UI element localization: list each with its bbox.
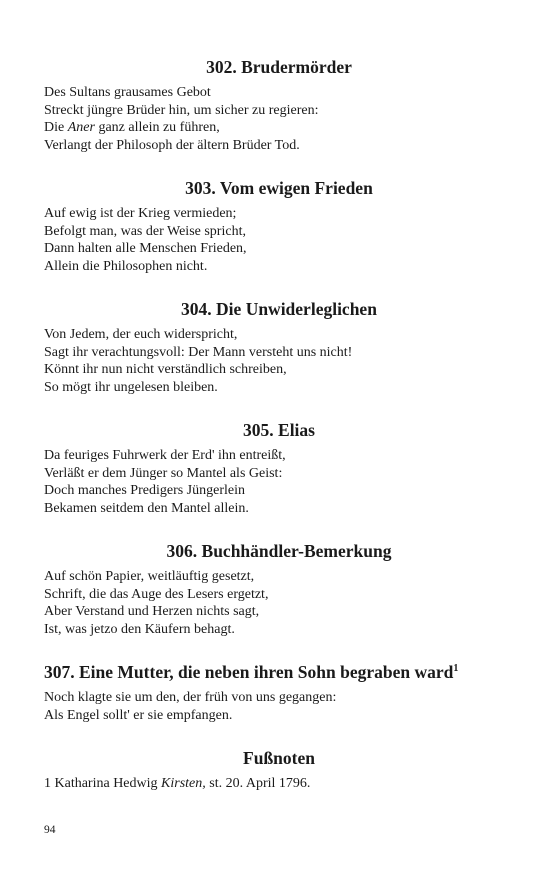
line-text: Die [44,120,68,135]
poem-line: Verläßt er dem Jünger so Mantel als Geist: [44,465,283,481]
poem-line: Sagt ihr verachtungsvoll: Der Mann versteht uns nicht! [44,344,353,360]
poem-lines [44,689,514,724]
poem-304 [44,298,514,396]
poem-line: Noch klagte sie um den, der früh von uns gegangen: [44,690,337,705]
poem-lines [44,205,514,275]
poem-line: Schrift, die das Auge des Lesers ergetzt, [44,586,269,602]
poem-line: Des Sultans grausames Gebot [44,85,211,100]
poem-line: Auf schön Papier, weitläuftig gesetzt, [44,569,255,584]
poem-lines [44,326,514,396]
footnotes-title: Fußnoten [243,748,315,768]
footnote-italic: Kirsten, [161,776,206,791]
page-content [44,56,514,793]
poem-line: Allein die Philosophen nicht. [44,258,208,274]
poem-title: 305. Elias [243,420,315,440]
poem-302 [44,56,514,154]
poem-lines [44,568,514,638]
poem-line: Verlangt der Philosoph der ältern Brüder Tod. [44,137,300,153]
poem-line: Bekamen seitdem den Mantel allein. [44,500,249,516]
footnote-reference[interactable]: 1 [453,663,459,675]
poem-line: Aber Verstand und Herzen nichts sagt, [44,604,260,619]
poem-title [44,661,514,683]
footnote-text: st. 20. April 1796. [205,776,311,791]
poem-line: Als Engel sollt' er sie empfangen. [44,707,233,723]
poem-line-with-italic [44,119,514,137]
poem-line: Ist, was jetzo den Käufern behagt. [44,621,235,637]
footnote-item [44,775,514,793]
poem-305 [44,419,514,517]
poem-line: Befolgt man, was der Weise spricht, [44,223,246,239]
poem-303 [44,177,514,275]
page-number: 94 [44,824,56,836]
poem-title-text: 307. Eine Mutter, die neben ihren Sohn begraben ward [44,662,454,682]
line-text: ganz allein zu führen, [94,120,220,135]
poem-lines [44,447,514,517]
poem-line: Von Jedem, der euch widerspricht, [44,327,238,342]
footnotes-section [44,747,514,793]
poem-line: Da feuriges Fuhrwerk der Erd' ihn entreißt, [44,448,286,463]
poem-306 [44,540,514,638]
poem-line: Könnt ihr nun nicht verständlich schreiben, [44,362,287,377]
poem-line: Doch manches Predigers Jüngerlein [44,483,245,498]
poem-line: Auf ewig ist der Krieg vermieden; [44,206,237,221]
italic-word: Aner [67,120,95,135]
poem-title: 306. Buchhändler-Bemerkung [166,541,392,561]
poem-title: 304. Die Unwiderleglichen [181,299,377,319]
poem-line: Dann halten alle Menschen Frieden, [44,241,247,256]
poem-title: 303. Vom ewigen Frieden [185,178,373,198]
poem-307 [44,661,514,724]
poem-lines [44,84,514,154]
footnote-number: 1 [44,776,51,791]
footnote-text: Katharina Hedwig [51,776,162,791]
poem-line: So mögt ihr ungelesen bleiben. [44,379,218,395]
poem-line: Streckt jüngre Brüder hin, um sicher zu regieren: [44,102,319,118]
poem-title: 302. Brudermörder [206,57,352,77]
